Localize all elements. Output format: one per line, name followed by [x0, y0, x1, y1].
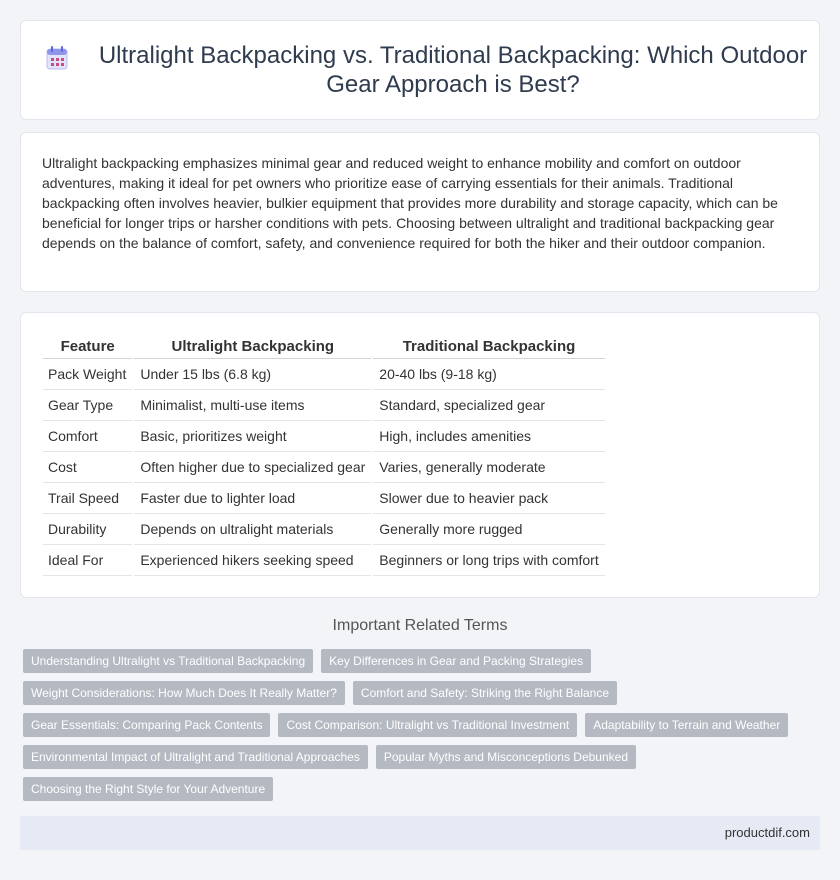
table-row: [43, 390, 605, 421]
table-row: [43, 514, 605, 545]
table-row: [43, 483, 605, 514]
related-terms-row: [23, 745, 823, 769]
column-header: Feature: [43, 333, 133, 359]
related-terms-row: [23, 777, 823, 801]
table-row: [43, 452, 605, 483]
table-cell: Beginners or long trips with comfort: [372, 545, 604, 576]
table-cell: Gear Type: [43, 390, 133, 421]
table-cell: Trail Speed: [43, 483, 133, 514]
intro-card: [20, 132, 820, 292]
related-term-tag[interactable]: Choosing the Right Style for Your Adventure: [23, 777, 273, 801]
table-cell: Depends on ultralight materials: [133, 514, 372, 545]
related-terms: [23, 649, 823, 809]
comparison-table: [43, 333, 605, 576]
related-terms-heading: Important Related Terms: [332, 617, 508, 634]
table-cell: 20-40 lbs (9-18 kg): [372, 359, 604, 390]
table-cell: Pack Weight: [43, 359, 133, 390]
page-title: Ultralight Backpacking vs. Traditional Backpacking: Which Outdoor Gear Approach is Best?: [98, 42, 808, 98]
related-term-tag[interactable]: Cost Comparison: Ultralight vs Traditional Investment: [278, 713, 577, 737]
table-cell: Generally more rugged: [372, 514, 604, 545]
table-row: [43, 421, 605, 452]
table-cell: Basic, prioritizes weight: [133, 421, 372, 452]
footer-site-link[interactable]: productdif.com: [724, 825, 810, 840]
related-term-tag[interactable]: Popular Myths and Misconceptions Debunked: [376, 745, 636, 769]
table-row: [43, 359, 605, 390]
related-term-tag[interactable]: Environmental Impact of Ultralight and Traditional Approaches: [23, 745, 368, 769]
related-term-tag[interactable]: Key Differences in Gear and Packing Strategies: [321, 649, 591, 673]
table-header-row: [43, 333, 605, 359]
table-cell: Ideal For: [43, 545, 133, 576]
table-cell: Cost: [43, 452, 133, 483]
related-term-tag[interactable]: Comfort and Safety: Striking the Right Balance: [353, 681, 617, 705]
table-cell: Standard, specialized gear: [372, 390, 604, 421]
related-terms-row: [23, 713, 823, 737]
table-cell: Slower due to heavier pack: [372, 483, 604, 514]
intro-paragraph: Ultralight backpacking emphasizes minimal gear and reduced weight to enhance mobility and comfort on outdoor adventures, making it ideal for pet owners who prioritize ease of carrying essentials for their animals. Traditional backpacking often involves heavier, bulkier equipment that provides more durability and storage capacity, which can be beneficial for longer trips or harsher conditions with pets. Choosing between ultralight and traditional backpacking gear depends on the balance of comfort, safety, and convenience required for both the hiker and their outdoor companion.: [42, 155, 778, 251]
table-cell: Experienced hikers seeking speed: [133, 545, 372, 576]
calendar-icon: [46, 46, 68, 70]
table-cell: Durability: [43, 514, 133, 545]
table-cell: Comfort: [43, 421, 133, 452]
column-header: Ultralight Backpacking: [133, 333, 372, 359]
table-row: [43, 545, 605, 576]
table-cell: Under 15 lbs (6.8 kg): [133, 359, 372, 390]
related-term-tag[interactable]: Weight Considerations: How Much Does It Really Matter?: [23, 681, 345, 705]
comparison-card: [20, 312, 820, 598]
table-cell: Minimalist, multi-use items: [133, 390, 372, 421]
related-terms-row: [23, 649, 823, 673]
related-term-tag[interactable]: Understanding Ultralight vs Traditional Backpacking: [23, 649, 313, 673]
table-cell: Often higher due to specialized gear: [133, 452, 372, 483]
table-cell: Varies, generally moderate: [372, 452, 604, 483]
table-cell: Faster due to lighter load: [133, 483, 372, 514]
related-term-tag[interactable]: Gear Essentials: Comparing Pack Contents: [23, 713, 270, 737]
related-terms-row: [23, 681, 823, 705]
related-term-tag[interactable]: Adaptability to Terrain and Weather: [585, 713, 788, 737]
table-cell: High, includes amenities: [372, 421, 604, 452]
column-header: Traditional Backpacking: [372, 333, 604, 359]
footer: [20, 816, 820, 850]
